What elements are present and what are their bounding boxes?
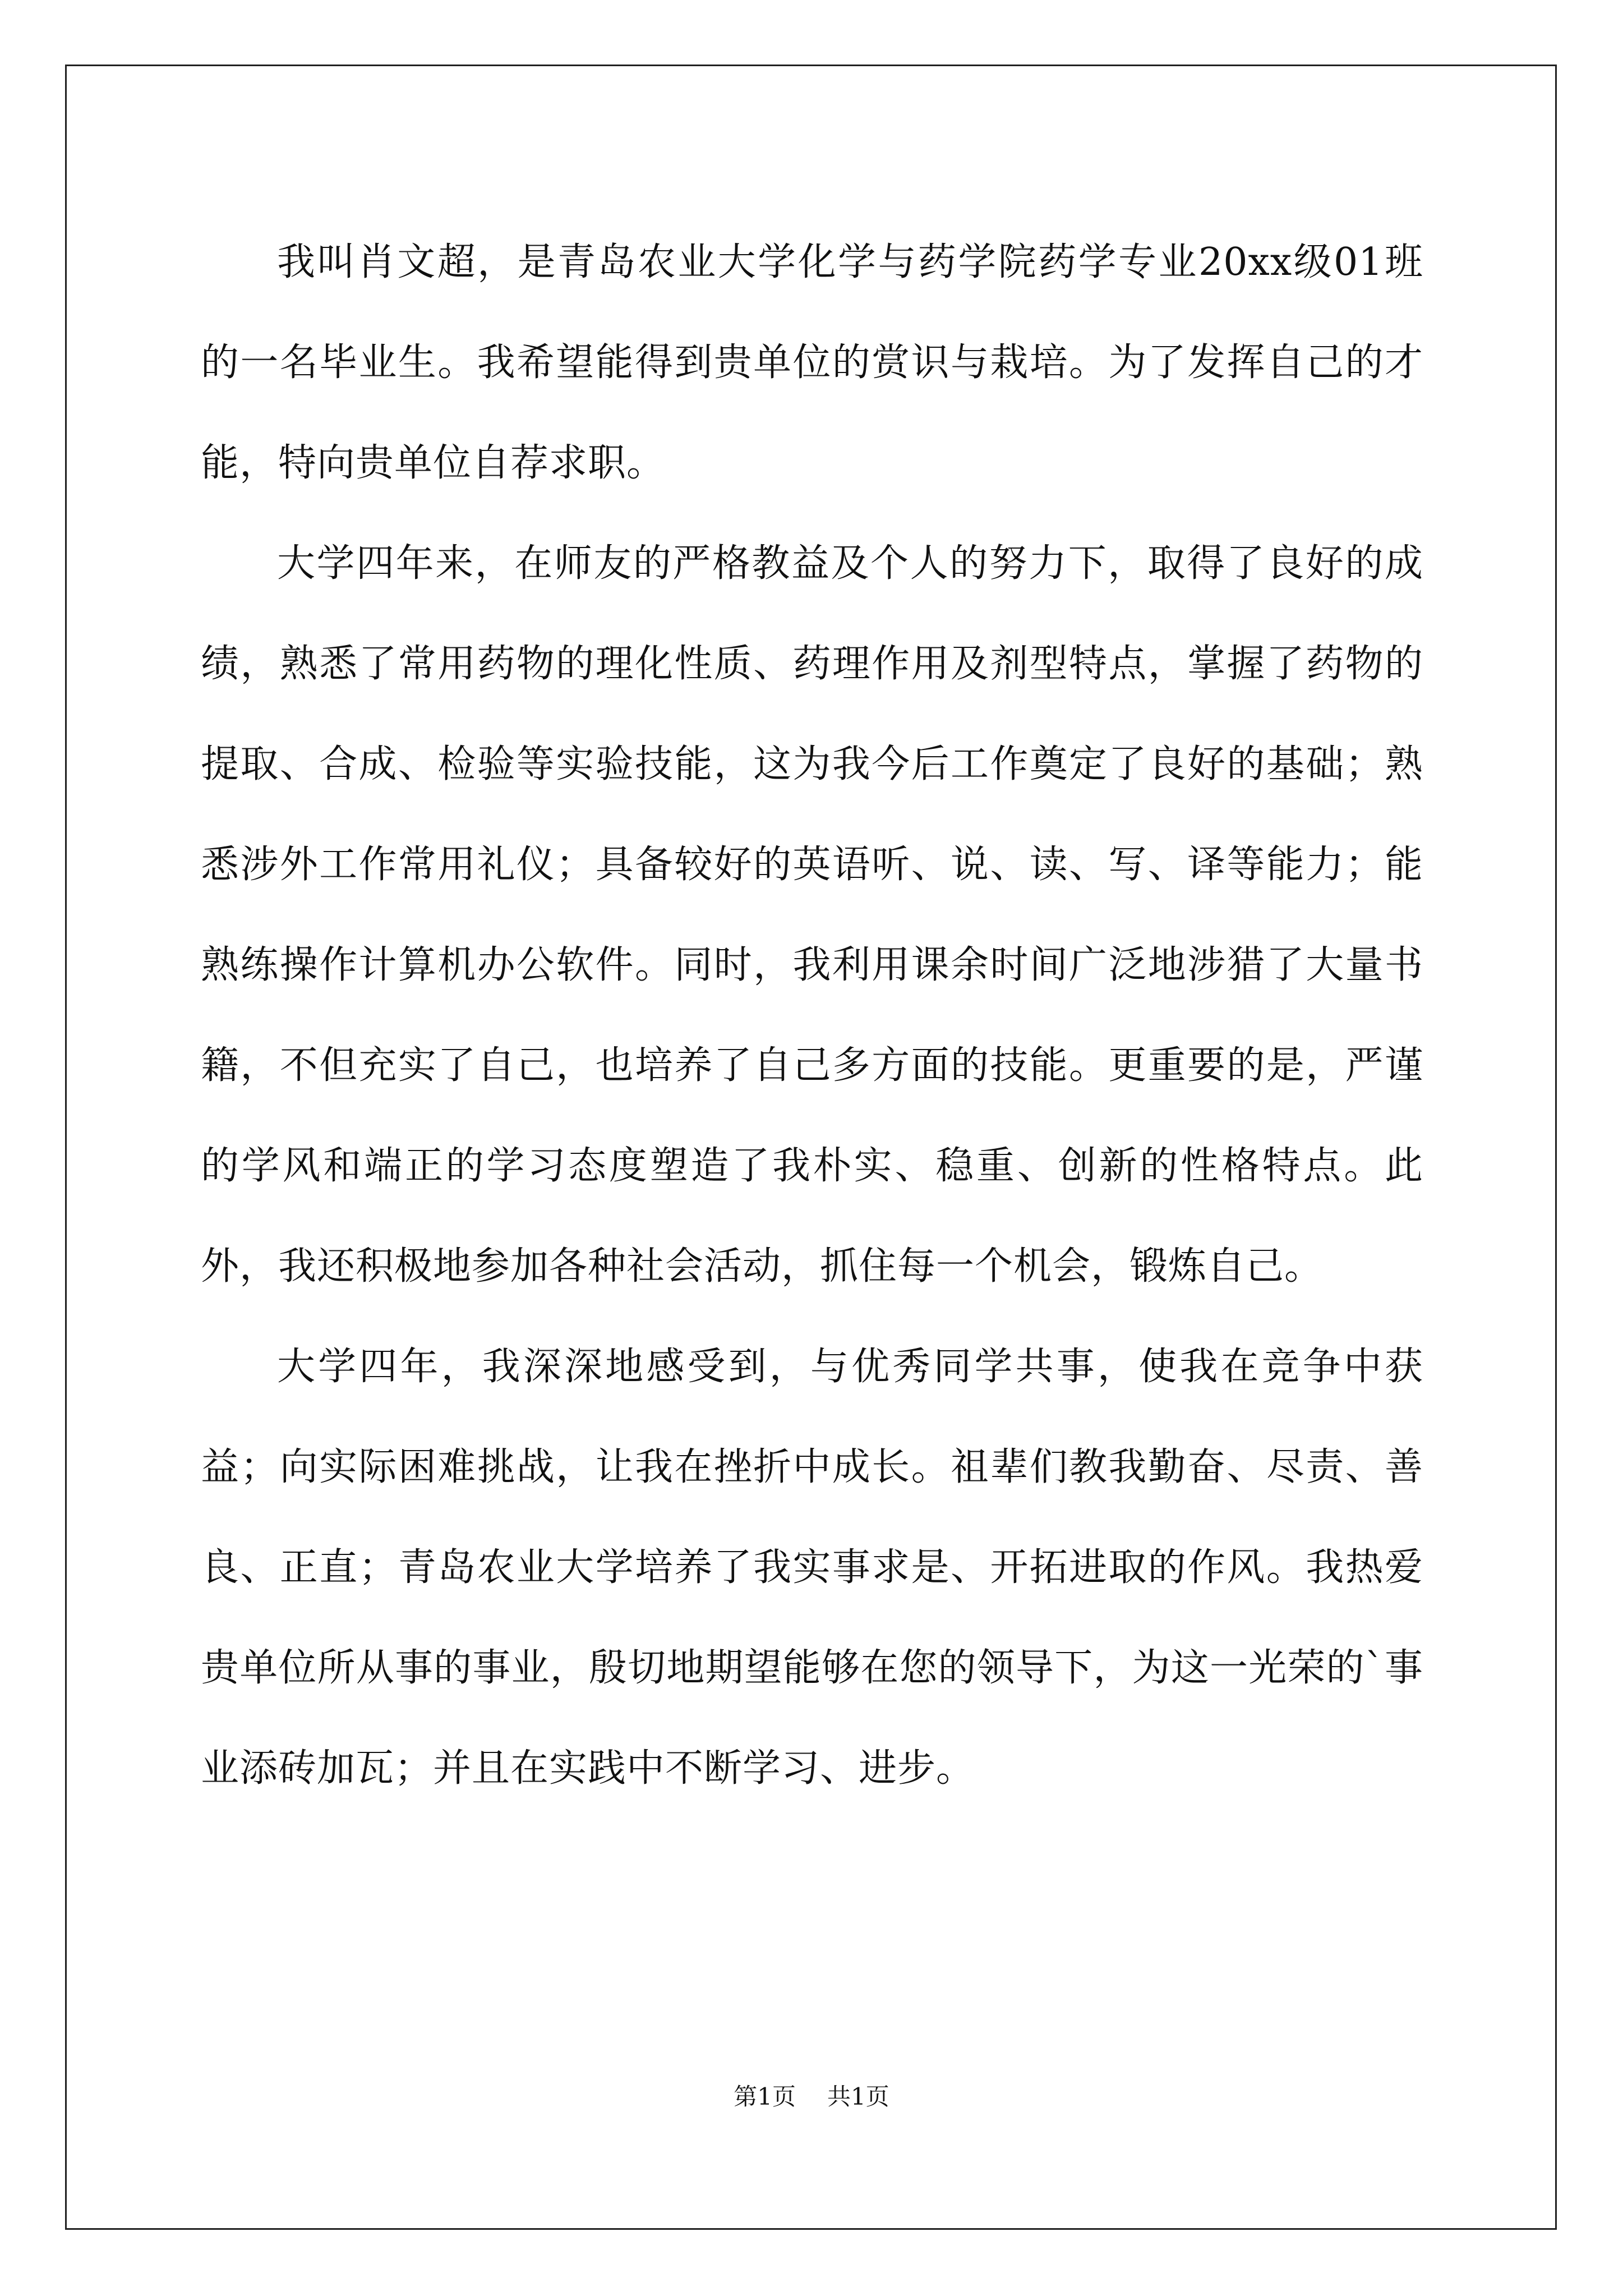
paragraph-university-experience: 大学四年来，在师友的严格教益及个人的努力下，取得了良好的成绩，熟悉了常用药物的理化性质、药理作用及剂型特点，掌握了药物的提取、合成、检验等实验技能，这为我今后工作奠定了良好的基础；熟悉涉外工作常用礼仪；具备较好的英语听、说、读、写、译等能力；能熟练操作计算机办公软件。同时，我利用课余时间广泛地涉猎了大量书籍，不但充实了自己，也培养了自己多方面的技能。更重要的是，严谨的学风和端正的学习态度塑造了我朴实、稳重、创新的性格特点。此外，我还积极地参加各种社会活动，抓住每一个机会，锻炼自己。 [201,541,1423,1289]
page-footer [0,2078,1623,2112]
page-number-total: 共1页 [827,2083,889,2110]
paragraph-aspiration: 大学四年，我深深地感受到，与优秀同学共事，使我在竞争中获益；向实际困难挑战，让我在挫折中成长。祖辈们教我勤奋、尽责、善良、正直；青岛农业大学培养了我实事求是、开拓进取的作风。我热爱贵单位所从事的事业，殷切地期望能够在您的领导下，为这一光荣的`事业添砖加瓦；并且在实践中不断学习、进步。 [201,1345,1423,1791]
document-body [201,212,1423,1819]
paragraph-intro: 我叫肖文超，是青岛农业大学化学与药学院药学专业20xx级01班的一名毕业生。我希望能得到贵单位的赏识与栽培。为了发挥自己的才能，特向贵单位自荐求职。 [201,240,1423,485]
page-number-current: 第1页 [734,2083,796,2110]
